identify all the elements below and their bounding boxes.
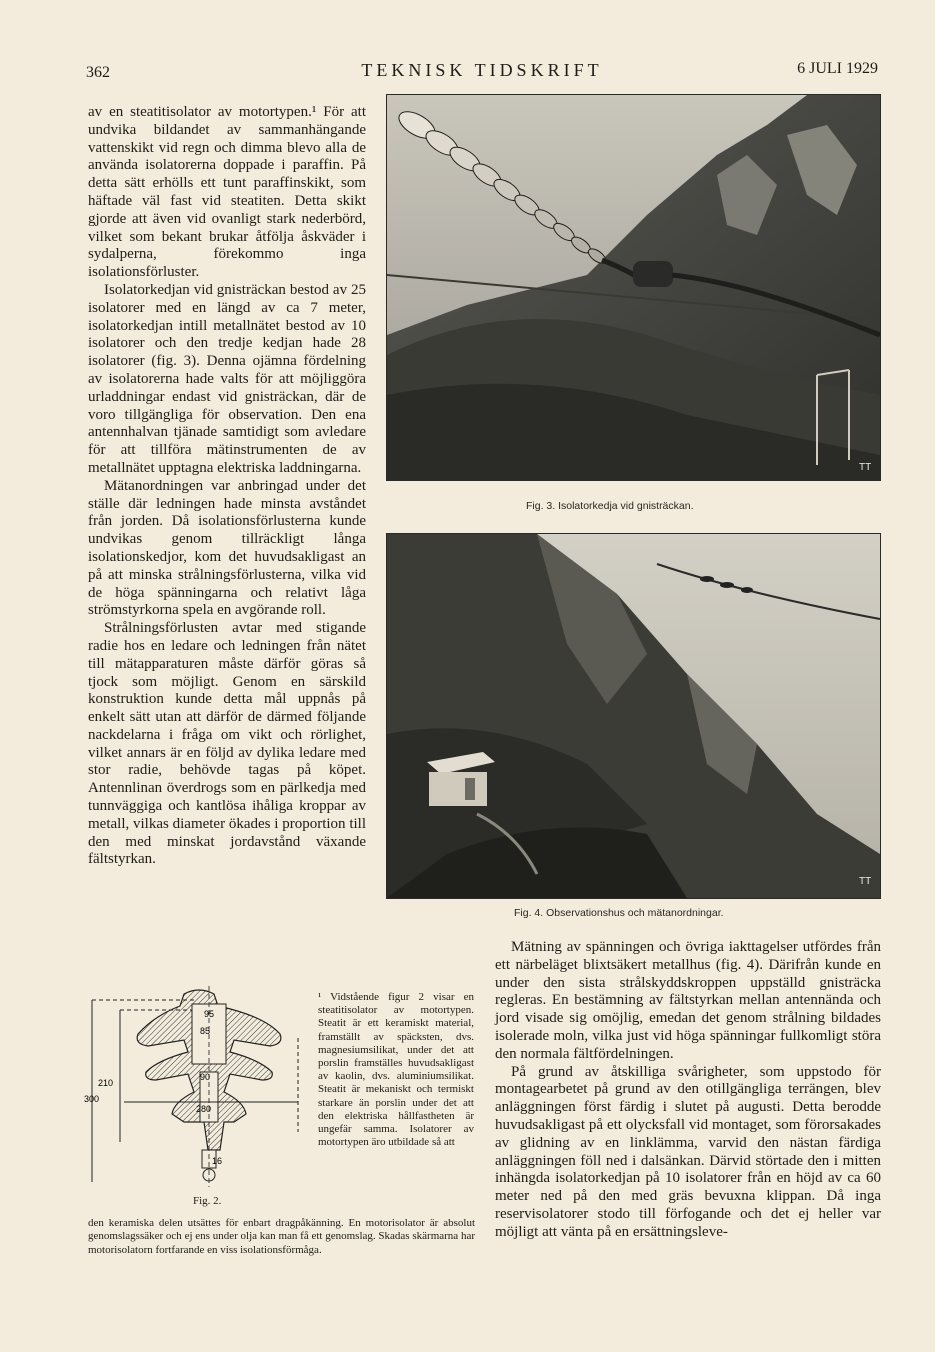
journal-title: TEKNISK TIDSKRIFT — [361, 60, 603, 80]
paragraph: av en steatitisolator av motortypen.¹ För att undvika bildandet av sammanhängande vattenskikt vid regn och dimma blevo alla de använda isolatorerna doppade i paraffin. På detta sätt erhölls ett tunt paraffinskikt, som häftade väl fast vid steatiten. Detta skikt gjorde att även vid ovanligt stark nederbörd, vilket som bekant brukar åtfölja åskväder i sydalperna, förekommo inga isolationsförluster. — [88, 104, 366, 281]
dim-label: 280 — [196, 1104, 212, 1114]
paragraph: Mätning av spänningen och övriga iakttagelser utfördes från ett närbeläget blixtsäkert metallhus (fig. 4). Därifrån kunde en under den sista strålskyddskroppen uppställd gnisträcka regleras. En bestämning av fältstyrkan mellan antennända och jord visade sig omöjlig, emedan det genom strålning bildades isolerade moln, vilka just vid höga spänningar fullkomligt störa den normala fältfördelningen. — [495, 939, 881, 1062]
dim-label: 85 — [200, 1026, 211, 1036]
right-column — [495, 939, 881, 1242]
footnote: ¹ Vidstående figur 2 visar en steatitisolator av motortypen. Steatit är ett keramiskt material, framställt av späcksten, dvs. magnesiumsilikat, under det att porslin framställes huvudsakligast av kaolin, dvs. aluminiumsilikat. Steatit är mekaniskt och termiskt starkare än porslin under det att den elektriska hållfastheten är ungefär samma. Isolatorer av motortypen äro utbildade så att — [318, 991, 474, 1149]
issue-date: 6 JULI 1929 — [797, 60, 878, 77]
fig3-photo — [386, 94, 881, 481]
paragraph: Strålningsförlusten avtar med stigande radie hos en ledare och ledningen från nätet till mätapparaturen måste därför göras så tjock som möjligt. Genom en särskild konstruktion kunde detta mål uppnås på enkelt sätt utan att därför de därmed följande nackdelarna i fråga om vikt och rörlighet, vilket annars är en följd av dylika ledare med stor radie, behövde tagas på köpet. Antennlinan överdrogs som en pärlkedja med tunnväggiga och kantlösa ihåliga kroppar av metall, vilkas diameter ökades i proportion till den med minskat jordavstånd växande fältstyrkan. — [88, 620, 366, 868]
fig4-caption: Fig. 4. Observationshus och mätanordningar. — [514, 907, 724, 919]
left-column — [88, 104, 366, 869]
paragraph: På grund av åtskilliga svårigheter, som uppstodo för montagearbetet på grund av den otillgängliga terrängen, blev anläggningen först färdig i slutet på augusti. Detta berodde huvudsakligast på ett olycksfall vid montaget, som förorsakades av glidning av en linklämma, varvid den nästan färdiga anläggningen föll ned i dalsänkan. Därvid störtade den i mitten inhängda isolatorkedjan på 10 isolatorer från en höjd av ca 60 meter ned på den med gräs bevuxna klippan. Då inga reservisolatorer stodo till förfogande och det ej heller var möjligt att vänta på en ersättningsleve- — [495, 1063, 881, 1240]
photo-mark: TT — [859, 876, 872, 887]
dim-label: 16 — [212, 1156, 223, 1166]
dim-label: 210 — [98, 1078, 114, 1088]
fig4-illustration — [387, 534, 880, 898]
dim-label: 90 — [200, 1072, 211, 1082]
fig4-photo — [386, 533, 881, 899]
paragraph: Isolatorkedjan vid gnisträckan bestod av 25 isolatorer med en längd av ca 7 meter, isolatorkedjan intill metallnätet bestod av 10 isolatorer och den tredje kedjan hade 28 isolatorer (fig. 3). Denna ojämna fördelning av isolatorerna hade valts för att möjliggöra urladdningar endast vid gnisträckan, där de voro tillgängliga för observation. Den ena antennhalvan tjänade samtidigt som avledare för att tillföra mätinstrumenten de av metallnätet upptagna elektriska laddningarna. — [88, 281, 366, 476]
fig2-caption: Fig. 2. — [193, 1195, 222, 1207]
page-number: 362 — [86, 64, 110, 81]
dim-label: 300 — [84, 1094, 100, 1104]
footnote-continuation: den keramiska delen utsättes för enbart dragpåkänning. En motorisolator är absolut genomslagssäker och ej ens under olja kan man få ett genomslag. Skadas skärmarna har motorisolatorn fortfarande en viss isolationsförmåga. — [88, 1217, 475, 1256]
dim-label: 95 — [204, 1009, 215, 1019]
fig2-drawing — [84, 982, 314, 1192]
fig3-caption: Fig. 3. Isolatorkedja vid gnisträckan. — [526, 500, 694, 512]
insulator-cross-section — [84, 982, 314, 1192]
fig3-illustration — [387, 95, 880, 480]
photo-mark: TT — [859, 462, 872, 473]
page-header — [86, 60, 878, 84]
paragraph: Mätanordningen var anbringad under det ställe där ledningen hade minsta avståndet från jorden. Då isolationsförlusterna kunde undvikas genom tillräckligt långa isolationskedjor, kom det huvudsakligast an på att minska strålningsförlusterna, vilka vid de höga spänningarna och relativt låga strömstyrkorna spela en avgörande roll. — [88, 477, 366, 619]
